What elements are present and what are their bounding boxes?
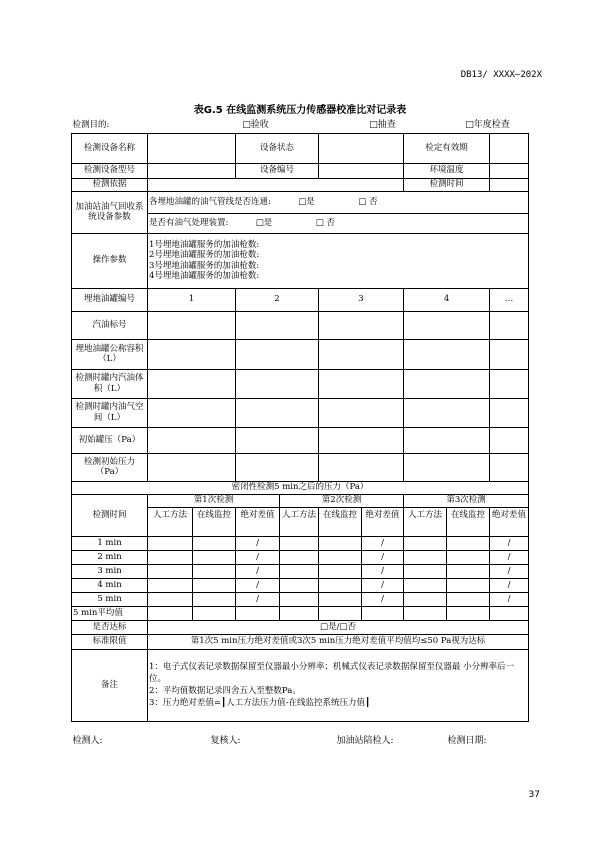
tank-row-label: 埋地油罐公称容积（L） (72, 339, 148, 369)
pressure-cell[interactable] (319, 578, 362, 592)
recovery-q1-text: 各埋地油罐的油气管线是否连通: (149, 196, 271, 207)
test-time-label: 检测时间 (404, 178, 490, 191)
tank-cell[interactable] (490, 453, 529, 481)
purpose-option-annual[interactable]: □年度检查 (447, 118, 529, 133)
subheader-manual-3: 人工方法 (404, 507, 447, 522)
subheader-diff-2: 绝对差值 (362, 507, 404, 522)
operation-lines (148, 233, 529, 288)
pressure-cell[interactable] (193, 606, 236, 620)
pressure-cell[interactable] (280, 536, 319, 550)
subheader-online-1: 在线监控 (193, 507, 236, 522)
tank-row-label: 汽油标号 (72, 311, 148, 339)
device-status-value[interactable] (319, 133, 404, 163)
tank-number: 3 (319, 288, 404, 311)
pressure-cell[interactable] (404, 578, 447, 592)
valid-period-label: 检定有效期 (404, 133, 490, 163)
diff-slash: / (362, 550, 404, 564)
record-table (71, 118, 529, 761)
time-row-label: 3 min (72, 564, 148, 578)
pressure-section-title: 密闭性检测5 min之后的压力（Pa） (72, 481, 529, 494)
tank-cell[interactable] (404, 369, 490, 398)
diff-slash: / (236, 578, 280, 592)
pressure-cell[interactable] (193, 550, 236, 564)
pressure-cell[interactable] (404, 550, 447, 564)
compliance-label: 是否达标 (72, 620, 148, 634)
tank-cell[interactable] (148, 339, 236, 369)
tank-row-label: 检测初始压力（Pa） (72, 453, 148, 481)
diff-slash: / (362, 536, 404, 550)
pressure-cell[interactable] (280, 550, 319, 564)
purpose-option-spot-check[interactable]: □抽查 (319, 118, 447, 133)
device-name-label: 检测设备名称 (72, 133, 148, 163)
tank-cell[interactable] (404, 453, 490, 481)
tank-cell[interactable] (236, 453, 319, 481)
pressure-cell[interactable] (319, 592, 362, 606)
pressure-cell[interactable] (280, 606, 319, 620)
valid-period-value[interactable] (490, 133, 529, 163)
pressure-cell[interactable] (319, 536, 362, 550)
recovery-q2 (148, 213, 529, 233)
note-line: 3：压力绝对差值=┃人工方法压力值-在线监控系统压力值┃ (149, 698, 371, 708)
recovery-q2-yes[interactable]: □是 (255, 217, 273, 228)
time-row-label: 4 min (72, 578, 148, 592)
operation-line: 3号埋地油罐服务的加油枪数: (149, 260, 260, 271)
pressure-cell[interactable] (447, 536, 490, 550)
signature-station-escort: 加油站陪检人: (319, 721, 447, 761)
tank-cell[interactable] (319, 369, 404, 398)
recovery-q2-no[interactable]: □ 否 (315, 217, 335, 228)
subheader-manual-1: 人工方法 (148, 507, 193, 522)
recovery-q1-yes[interactable]: □是 (298, 196, 315, 207)
limit-value: 第1次5 min压力绝对差值或3次5 min压力绝对差值平均值均≤50 Pa视为达标 (148, 634, 529, 649)
note-line: 1：电子式仪表记录数据保留至仪器最小分辨率；机械式仪表记录数据保留至仪器最 小分辨率后一位。 (149, 662, 515, 684)
time-column-label: 检测时间 (72, 494, 148, 536)
pressure-cell[interactable] (148, 592, 193, 606)
tank-cell[interactable] (490, 339, 529, 369)
diff-slash: / (490, 564, 529, 578)
pressure-cell[interactable] (362, 606, 404, 620)
pressure-cell[interactable] (148, 606, 193, 620)
diff-slash: / (236, 536, 280, 550)
average-row-label: 5 min平均值 (72, 606, 148, 620)
env-temp-label: 环境温度 (404, 163, 490, 178)
device-model-value[interactable] (148, 163, 236, 178)
pressure-cell[interactable] (280, 578, 319, 592)
tank-cell[interactable] (490, 311, 529, 339)
signature-tester: 检测人: (72, 721, 193, 761)
tank-cell[interactable] (404, 339, 490, 369)
operation-line: 2号埋地油罐服务的加油枪数: (149, 250, 260, 260)
tank-cell[interactable] (236, 369, 319, 398)
time-row-label: 1 min (72, 536, 148, 550)
basis-value[interactable] (148, 178, 404, 191)
pressure-cell[interactable] (193, 536, 236, 550)
pressure-cell[interactable] (447, 592, 490, 606)
pressure-cell[interactable] (490, 606, 529, 620)
subheader-diff-3: 绝对差值 (490, 507, 529, 522)
tank-cell[interactable] (404, 398, 490, 427)
test-group-2: 第2次检测 (280, 494, 404, 507)
tank-cell[interactable] (404, 311, 490, 339)
env-temp-value[interactable] (490, 163, 529, 178)
subheader-diff-1: 绝对差值 (236, 507, 280, 522)
diff-slash: / (490, 536, 529, 550)
tank-cell[interactable] (148, 369, 236, 398)
pressure-cell[interactable] (447, 550, 490, 564)
basis-label: 检测依据 (72, 178, 148, 191)
tank-cell[interactable] (404, 427, 490, 453)
tank-cell[interactable] (319, 427, 404, 453)
device-number-value[interactable] (319, 163, 404, 178)
pressure-cell[interactable] (280, 564, 319, 578)
tank-number: 4 (404, 288, 490, 311)
tank-cell[interactable] (236, 398, 319, 427)
note-line: 2：平均值数据记录四舍五入至整数Pa。 (149, 686, 301, 696)
subheader-manual-2: 人工方法 (280, 507, 319, 522)
tank-number-label: 埋地油罐编号 (72, 288, 148, 311)
tank-cell[interactable] (236, 311, 319, 339)
recovery-label: 加油站油气回收系统设备参数 (72, 191, 148, 233)
tank-cell[interactable] (490, 398, 529, 427)
tank-cell[interactable] (236, 427, 319, 453)
operation-line: 4号埋地油罐服务的加油枪数: (149, 271, 260, 281)
pressure-cell[interactable] (319, 606, 362, 620)
pressure-cell[interactable] (193, 578, 236, 592)
tank-cell[interactable] (236, 339, 319, 369)
diff-slash: / (362, 578, 404, 592)
notes-body (148, 649, 529, 721)
recovery-q2-text: 是否有油气处理装置: (149, 217, 229, 228)
tank-row-label: 检测时罐内油气空间（L） (72, 398, 148, 427)
pressure-cell[interactable] (148, 536, 193, 550)
operation-label: 操作参数 (72, 233, 148, 288)
signature-reviewer: 复核人: (193, 721, 319, 761)
tank-number: … (490, 288, 529, 311)
tank-cell[interactable] (319, 398, 404, 427)
pressure-cell[interactable] (193, 592, 236, 606)
pressure-cell[interactable] (404, 606, 447, 620)
tank-number: 1 (148, 288, 236, 311)
operation-line: 1号埋地油罐服务的加油枪数: (149, 239, 260, 250)
tank-cell[interactable] (490, 427, 529, 453)
device-name-value[interactable] (148, 133, 236, 163)
tank-cell[interactable] (319, 453, 404, 481)
document-code: DB13/ XXXX—202X (460, 70, 542, 80)
pressure-cell[interactable] (236, 606, 280, 620)
tank-cell[interactable] (490, 369, 529, 398)
diff-slash: / (236, 564, 280, 578)
tank-number: 2 (236, 288, 319, 311)
pressure-cell[interactable] (404, 592, 447, 606)
page-number: 37 (528, 790, 540, 800)
diff-slash: / (362, 564, 404, 578)
pressure-cell[interactable] (193, 564, 236, 578)
pressure-cell[interactable] (447, 578, 490, 592)
subheader-online-3: 在线监控 (447, 507, 490, 522)
purpose-option-acceptance[interactable]: □验收 (193, 118, 319, 133)
pressure-cell[interactable] (447, 606, 490, 620)
time-row-label: 5 min (72, 592, 148, 606)
pressure-cell[interactable] (404, 536, 447, 550)
signature-date: 检测日期: (447, 721, 529, 761)
test-time-value[interactable] (490, 178, 529, 191)
pressure-cell[interactable] (148, 578, 193, 592)
notes-label: 备注 (72, 649, 148, 721)
purpose-label: 检测目的: (72, 118, 193, 133)
tank-row-label: 初始罐压（Pa） (72, 427, 148, 453)
recovery-q1-no[interactable]: □ 否 (358, 196, 378, 207)
diff-slash: / (362, 592, 404, 606)
diff-slash: / (490, 578, 529, 592)
tank-cell[interactable] (148, 453, 236, 481)
test-group-3: 第3次检测 (404, 494, 529, 507)
tank-row-label: 检测时罐内汽油体积（L） (72, 369, 148, 398)
table-title: 表G.5 在线监测系统压力传感器校准比对记录表 (193, 105, 407, 116)
compliance-value[interactable]: □是/□否 (148, 620, 529, 634)
test-group-1: 第1次检测 (148, 494, 280, 507)
pressure-cell[interactable] (404, 564, 447, 578)
device-model-label: 检测设备型号 (72, 163, 148, 178)
device-status-label: 设备状态 (236, 133, 319, 163)
tank-cell[interactable] (319, 339, 404, 369)
pressure-cell[interactable] (280, 592, 319, 606)
diff-slash: / (490, 550, 529, 564)
limit-label: 标准限值 (72, 634, 148, 649)
diff-slash: / (236, 550, 280, 564)
time-row-label: 2 min (72, 550, 148, 564)
pressure-cell[interactable] (447, 564, 490, 578)
pressure-cell[interactable] (319, 550, 362, 564)
device-number-label: 设备编号 (236, 163, 319, 178)
tank-cell[interactable] (148, 427, 236, 453)
diff-slash: / (490, 592, 529, 606)
tank-cell[interactable] (319, 311, 404, 339)
subheader-online-2: 在线监控 (319, 507, 362, 522)
pressure-cell[interactable] (319, 564, 362, 578)
pressure-cell[interactable] (148, 550, 193, 564)
tank-cell[interactable] (148, 311, 236, 339)
diff-slash: / (236, 592, 280, 606)
pressure-cell[interactable] (148, 564, 193, 578)
recovery-q1 (148, 191, 529, 213)
tank-cell[interactable] (148, 398, 236, 427)
